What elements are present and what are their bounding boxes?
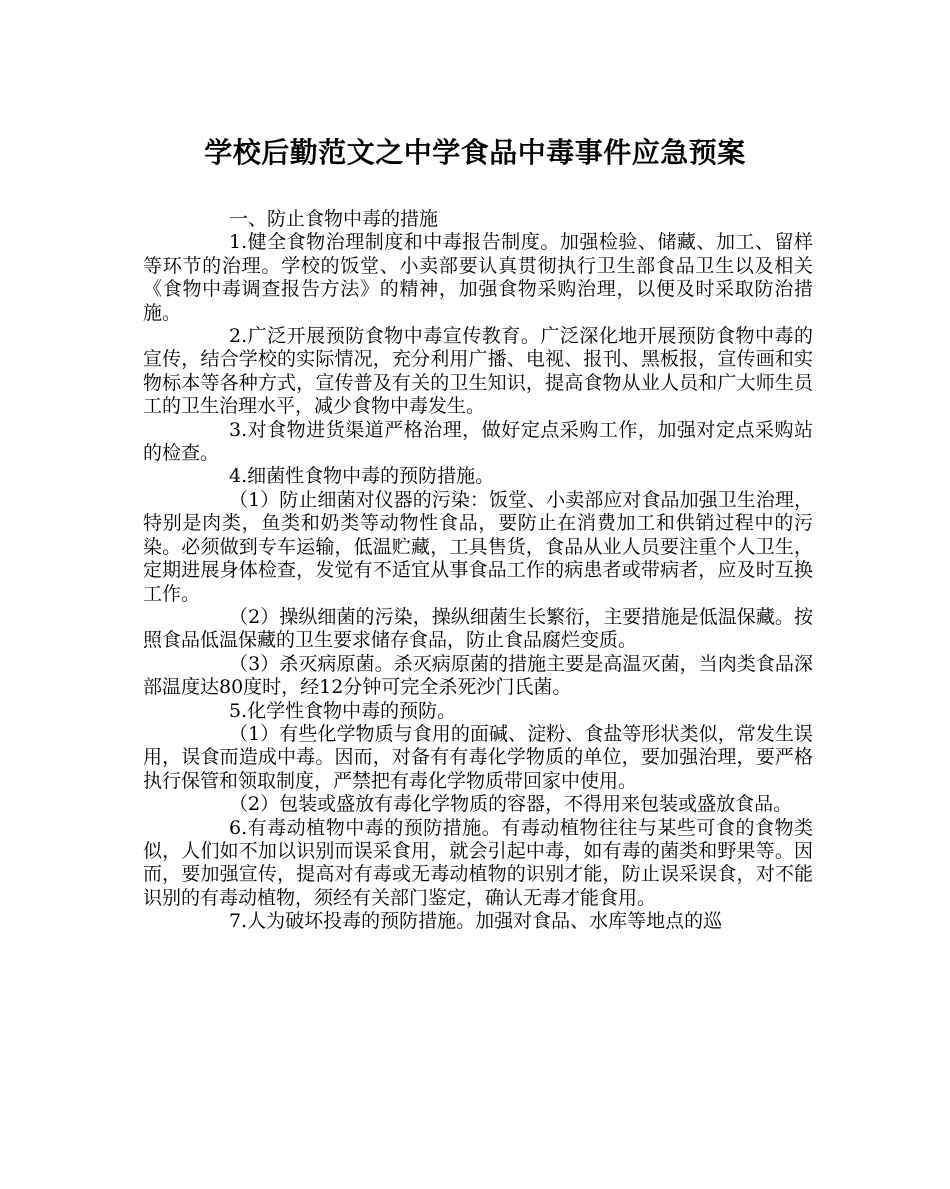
paragraph: 6.有毒动植物中毒的预防措施。有毒动植物往往与某些可食的食物类似，人们如不加以识别而误采食用，就会引起中毒，如有毒的菌类和野果等。因而，要加强宣传，提高对有毒或无毒动植物的识别才能，防止误采误食，对不能识别的有毒动植物，须经有关部门鉴定，确认无毒才能食用。 xyxy=(143,816,813,909)
paragraph: 4.细菌性食物中毒的预防措施。 xyxy=(229,465,495,488)
paragraph: 2.广泛开展预防食物中毒宣传教育。广泛深化地开展预防食物中毒的宣传，结合学校的实际情况，充分利用广播、电视、报刊、黑板报，宣传画和实物标本等各种方式，宣传普及有关的卫生知识，提高食物从业人员和广大师生员工的卫生治理水平，减少食物中毒发生。 xyxy=(143,325,813,418)
document-body xyxy=(143,208,813,934)
paragraph: （1）防止细菌对仪器的污染：饭堂、小卖部应对食品加强卫生治理，特别是肉类，鱼类和奶类等动物性食品，要防止在消费加工和供销过程中的污染。必须做到专车运输，低温贮藏，工具售货，食品从业人员要注重个人卫生，定期进展身体检查，发觉有不适宜从事食品工作的病患者或带病者，应及时互换工作。 xyxy=(143,488,813,605)
paragraph: 3.对食物进货渠道严格治理，做好定点采购工作，加强对定点采购站的检查。 xyxy=(143,418,813,465)
document-title: 学校后勤范文之中学食品中毒事件应急预案 xyxy=(204,136,746,169)
paragraph: （2）包装或盛放有毒化学物质的容器，不得用来包装或盛放食品。 xyxy=(229,793,793,816)
paragraph: （1）有些化学物质与食用的面碱、淀粉、食盐等形状类似，常发生误用，误食而造成中毒。因而，对备有有毒化学物质的单位，要加强治理，要严格执行保管和领取制度，严禁把有毒化学物质带回家中使用。 xyxy=(143,722,813,792)
section-heading: 一、防止食物中毒的措施 xyxy=(229,208,439,230)
paragraph: 5.化学性食物中毒的预防。 xyxy=(229,699,457,722)
paragraph: 7.人为破坏投毒的预防措施。加强对食品、水库等地点的巡 xyxy=(229,910,723,933)
paragraph: （3）杀灭病原菌。杀灭病原菌的措施主要是高温灭菌，当肉类食品深部温度达80度时，经12分钟可完全杀死沙门氏菌。 xyxy=(143,652,813,699)
paragraph: 1.健全食物治理制度和中毒报告制度。加强检验、储藏、加工、留样等环节的治理。学校的饭堂、小卖部要认真贯彻执行卫生部食品卫生以及相关《食物中毒调查报告方法》的精神，加强食物采购治理，以便及时采取防治措施。 xyxy=(143,231,813,324)
paragraph: （2）操纵细菌的污染，操纵细菌生长繁衍，主要措施是低温保藏。按照食品低温保藏的卫生要求储存食品，防止食品腐烂变质。 xyxy=(143,605,813,652)
